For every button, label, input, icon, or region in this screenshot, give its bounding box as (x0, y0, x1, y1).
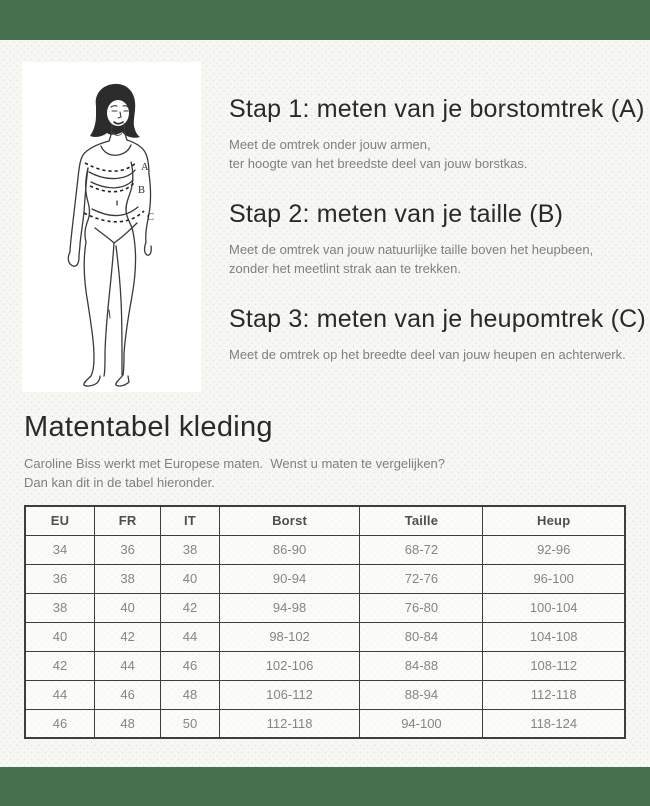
table-cell: 36 (25, 564, 94, 593)
step-2-line-1: Meet de omtrek van jouw natuurlijke taille boven het heupbeen, (229, 242, 594, 257)
body-outline (68, 124, 151, 386)
table-cell: 44 (25, 680, 94, 709)
table-cell: 42 (25, 651, 94, 680)
table-cell: 84-88 (360, 651, 483, 680)
table-cell: 42 (94, 622, 160, 651)
step-1-line-1: Meet de omtrek onder jouw armen, (229, 137, 431, 152)
table-cell: 48 (94, 709, 160, 738)
step-2-title: Stap 2: meten van je taille (B) (229, 200, 564, 228)
table-header-cell: Borst (219, 506, 360, 535)
table-cell: 108-112 (483, 651, 625, 680)
figure-label-bust: A (141, 162, 149, 173)
table-row (25, 709, 625, 738)
table-cell: 112-118 (219, 709, 360, 738)
table-cell: 40 (94, 593, 160, 622)
table-cell: 106-112 (219, 680, 360, 709)
table-cell: 112-118 (483, 680, 625, 709)
face-shape (107, 100, 129, 126)
table-cell: 90-94 (219, 564, 360, 593)
table-cell: 86-90 (219, 535, 360, 564)
size-table (24, 505, 626, 739)
steps-column (201, 62, 646, 364)
table-header-cell: IT (161, 506, 219, 535)
table-cell: 100-104 (483, 593, 625, 622)
step-2-line-2: zonder het meetlint strak aan te trekken. (229, 261, 461, 276)
table-cell: 36 (94, 535, 160, 564)
table-header-cell: Taille (360, 506, 483, 535)
table-row (25, 535, 625, 564)
step-2 (229, 200, 632, 278)
table-cell: 44 (161, 622, 219, 651)
table-cell: 38 (161, 535, 219, 564)
table-cell: 118-124 (483, 709, 625, 738)
table-header-row (25, 506, 625, 535)
step-3 (229, 305, 646, 364)
size-table-head (25, 506, 625, 535)
hip-line (84, 211, 144, 222)
table-cell: 48 (161, 680, 219, 709)
table-row (25, 564, 625, 593)
table-cell: 88-94 (360, 680, 483, 709)
body-measurement-illustration (22, 62, 201, 392)
size-table-body (25, 535, 625, 738)
table-cell: 98-102 (219, 622, 360, 651)
table-row (25, 651, 625, 680)
table-header-cell: EU (25, 506, 94, 535)
top-border-bar (0, 0, 650, 40)
table-cell: 104-108 (483, 622, 625, 651)
figure-box (22, 62, 201, 392)
step-1 (229, 95, 645, 173)
table-cell: 46 (25, 709, 94, 738)
figure-label-hip: C (147, 212, 155, 223)
table-cell: 38 (94, 564, 160, 593)
table-cell: 40 (161, 564, 219, 593)
table-cell: 46 (94, 680, 160, 709)
measuring-steps-section (0, 40, 650, 392)
table-cell: 42 (161, 593, 219, 622)
step-1-title: Stap 1: meten van je borstomtrek (A) (229, 95, 645, 123)
step-3-line-1: Meet de omtrek op het breedte deel van jouw heupen en achterwerk. (229, 347, 626, 362)
table-cell: 68-72 (360, 535, 483, 564)
table-cell: 50 (161, 709, 219, 738)
table-row (25, 622, 625, 651)
table-cell: 102-106 (219, 651, 360, 680)
table-cell: 46 (161, 651, 219, 680)
table-cell: 94-100 (360, 709, 483, 738)
size-table-section (0, 411, 650, 739)
size-table-intro-line-2: Dan kan dit in de tabel hieronder. (24, 475, 215, 490)
size-table-title: Matentabel kleding (24, 411, 273, 443)
table-cell: 76-80 (360, 593, 483, 622)
table-cell: 34 (25, 535, 94, 564)
table-cell: 38 (25, 593, 94, 622)
table-cell: 92-96 (483, 535, 625, 564)
table-header-cell: FR (94, 506, 160, 535)
table-cell: 72-76 (360, 564, 483, 593)
step-3-title: Stap 3: meten van je heupomtrek (C) (229, 305, 646, 333)
figure-label-waist: B (138, 185, 146, 196)
step-1-line-2: ter hoogte van het breedste deel van jouw borstkas. (229, 156, 528, 171)
table-header-cell: Heup (483, 506, 625, 535)
size-table-intro-line-1: Caroline Biss werkt met Europese maten. Wenst u maten te vergelijken? (24, 456, 446, 471)
table-cell: 96-100 (483, 564, 625, 593)
table-cell: 80-84 (360, 622, 483, 651)
table-cell: 94-98 (219, 593, 360, 622)
table-cell: 44 (94, 651, 160, 680)
table-row (25, 680, 625, 709)
table-row (25, 593, 625, 622)
table-cell: 40 (25, 622, 94, 651)
bottom-border-bar (0, 767, 650, 806)
bust-line (85, 162, 137, 171)
